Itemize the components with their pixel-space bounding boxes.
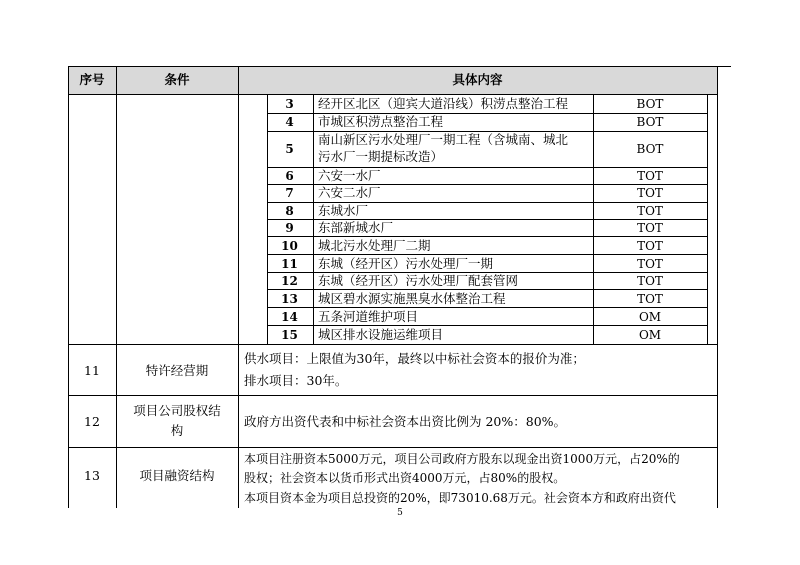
project-mode: BOT [636, 115, 664, 129]
header-col-condition: 条件 [164, 72, 190, 87]
project-mode: BOT [636, 97, 664, 111]
project-name: 五条河道维护项目 [318, 309, 419, 324]
row-number: 12 [84, 414, 100, 429]
project-name: 东城（经开区）污水处理厂一期 [318, 256, 494, 271]
project-mode: TOT [637, 204, 663, 218]
row-number: 11 [84, 363, 100, 378]
project-number: 14 [281, 310, 298, 324]
header-col-no: 序号 [79, 72, 105, 87]
project-mode: TOT [637, 239, 663, 253]
project-number: 13 [281, 292, 298, 306]
project-name: 市城区积涝点整治工程 [318, 114, 444, 129]
project-number: 8 [285, 204, 294, 218]
project-number: 12 [281, 274, 298, 288]
project-number: 7 [285, 186, 294, 200]
project-name: 六安一水厂 [318, 168, 381, 183]
row-condition-line2: 构 [170, 423, 184, 438]
row-content-line2: 排水项目：30年。 [244, 373, 348, 388]
project-number: 3 [285, 97, 294, 111]
project-number: 9 [285, 221, 294, 235]
project-name: 六安二水厂 [318, 185, 381, 200]
row-content-line1: 本项目注册资本5000万元，项目公司政府方股东以现金出资1000万元，占20%的 [244, 452, 680, 466]
project-mode: OM [638, 310, 662, 324]
project-mode: TOT [637, 186, 663, 200]
project-number: 5 [285, 142, 294, 156]
project-mode: TOT [637, 257, 663, 271]
project-name: 城区排水设施运维项目 [318, 327, 444, 342]
row-content-line1: 供水项目：上限值为30年，最终以中标社会资本的报价为准； [244, 351, 585, 366]
project-name-line1: 南山新区污水处理厂一期工程（含城南、城北 [318, 132, 569, 147]
project-number: 6 [285, 169, 294, 183]
row-condition: 项目融资结构 [139, 468, 215, 483]
project-name: 东部新城水厂 [318, 220, 394, 235]
row-condition: 特许经营期 [145, 363, 209, 378]
project-number: 15 [281, 328, 298, 342]
project-name: 经开区北区（迎宾大道沿线）积涝点整治工程 [318, 96, 569, 111]
page-number: 5 [397, 508, 403, 518]
row-content-line3: 本项目资本金为项目总投资的20%，即73010.68万元。社会资本方和政府出资代 [244, 491, 676, 505]
project-mode: TOT [637, 169, 663, 183]
project-mode: TOT [637, 274, 663, 288]
project-name: 东城水厂 [318, 203, 369, 218]
row-condition-line1: 项目公司股权结 [133, 403, 221, 418]
row-number: 13 [84, 468, 100, 483]
row-content-line1: 政府方出资代表和中标社会资本出资比例为 20%：80%。 [244, 414, 567, 429]
header-col-content: 具体内容 [452, 72, 503, 87]
project-number: 10 [281, 239, 298, 253]
project-mode: OM [638, 328, 662, 342]
project-mode: TOT [637, 221, 663, 235]
project-mode: BOT [636, 142, 664, 156]
project-name: 东城（经开区）污水处理厂配套管网 [318, 273, 519, 288]
project-name: 城区碧水源实施黑臭水体整治工程 [318, 291, 506, 306]
project-number: 4 [285, 115, 294, 129]
row-content-line2: 股权；社会资本以货币形式出资4000万元，占80%的股权。 [244, 471, 566, 485]
project-mode: TOT [637, 292, 663, 306]
project-number: 11 [281, 257, 298, 271]
project-name-line2: 污水厂一期提标改造） [318, 149, 444, 164]
project-name: 城北污水处理厂二期 [318, 238, 431, 253]
